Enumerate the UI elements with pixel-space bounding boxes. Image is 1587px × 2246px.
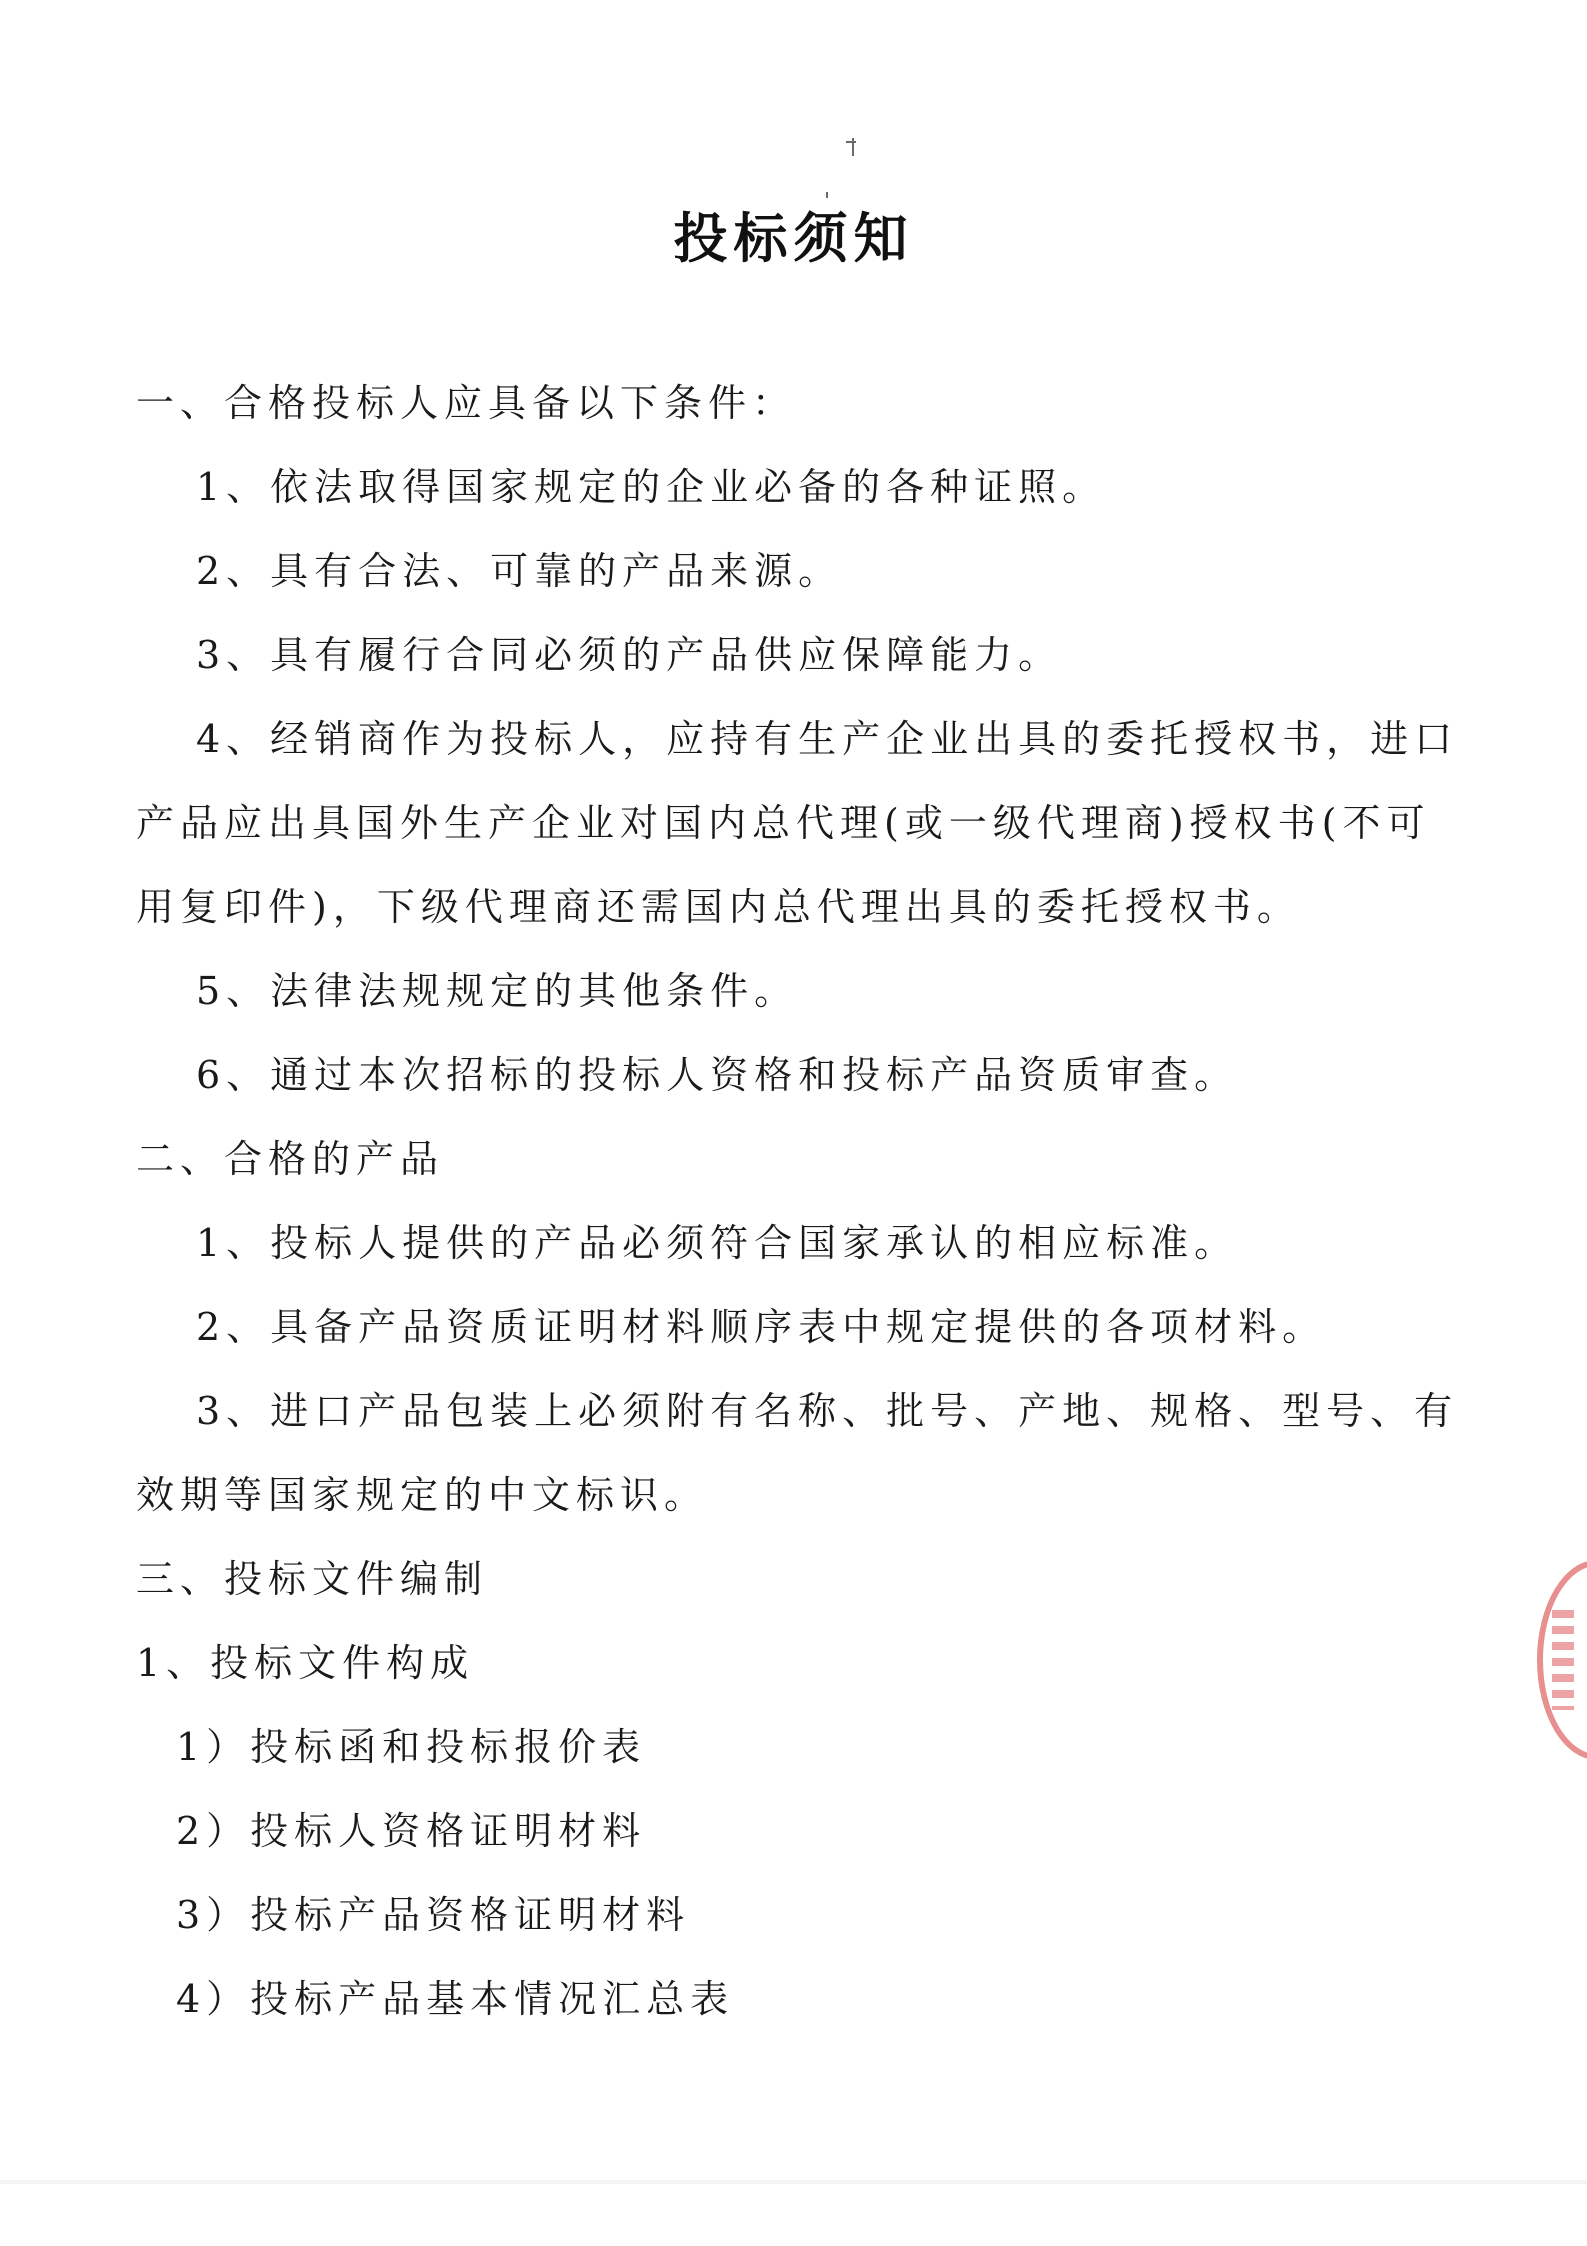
paragraph-line: 用复印件)，下级代理商还需国内总代理出具的委托授权书。 bbox=[136, 885, 1301, 929]
red-seal-stamp-detail bbox=[1552, 1610, 1574, 1710]
section-heading-1: 一、合格投标人应具备以下条件： bbox=[136, 381, 797, 425]
paragraph-line: 6、通过本次招标的投标人资格和投标产品资质审查。 bbox=[196, 1053, 1239, 1097]
paragraph-line: 产品应出具国外生产企业对国内总代理(或一级代理商)授权书(不可 bbox=[136, 801, 1431, 845]
paragraph-line: 3、进口产品包装上必须附有名称、批号、产地、规格、型号、有 bbox=[196, 1389, 1459, 1433]
document-title: 投标须知 bbox=[673, 207, 914, 270]
paragraph-line: 1、依法取得国家规定的企业必备的各种证照。 bbox=[196, 465, 1107, 509]
section-heading-3: 三、投标文件编制 bbox=[136, 1557, 489, 1601]
subsection-heading: 1、投标文件构成 bbox=[136, 1641, 475, 1685]
list-item: 3）投标产品资格证明材料 bbox=[176, 1893, 691, 1937]
list-item: 4）投标产品基本情况汇总表 bbox=[176, 1977, 735, 2021]
list-item: 2）投标人资格证明材料 bbox=[176, 1809, 647, 1853]
scan-bottom-edge bbox=[0, 2180, 1587, 2184]
paragraph-line: 1、投标人提供的产品必须符合国家承认的相应标准。 bbox=[196, 1221, 1239, 1265]
paragraph-line: 效期等国家规定的中文标识。 bbox=[136, 1473, 709, 1517]
paragraph-line: 5、法律法规规定的其他条件。 bbox=[196, 969, 799, 1013]
list-item: 1）投标函和投标报价表 bbox=[176, 1725, 647, 1769]
section-heading-2: 二、合格的产品 bbox=[136, 1137, 445, 1181]
scan-artifact bbox=[846, 141, 856, 143]
paragraph-line: 3、具有履行合同必须的产品供应保障能力。 bbox=[196, 633, 1063, 677]
paragraph-line: 4、经销商作为投标人，应持有生产企业出具的委托授权书，进口 bbox=[196, 717, 1459, 761]
paragraph-line: 2、具备产品资质证明材料顺序表中规定提供的各项材料。 bbox=[196, 1305, 1327, 1349]
paragraph-line: 2、具有合法、可靠的产品来源。 bbox=[196, 549, 843, 593]
